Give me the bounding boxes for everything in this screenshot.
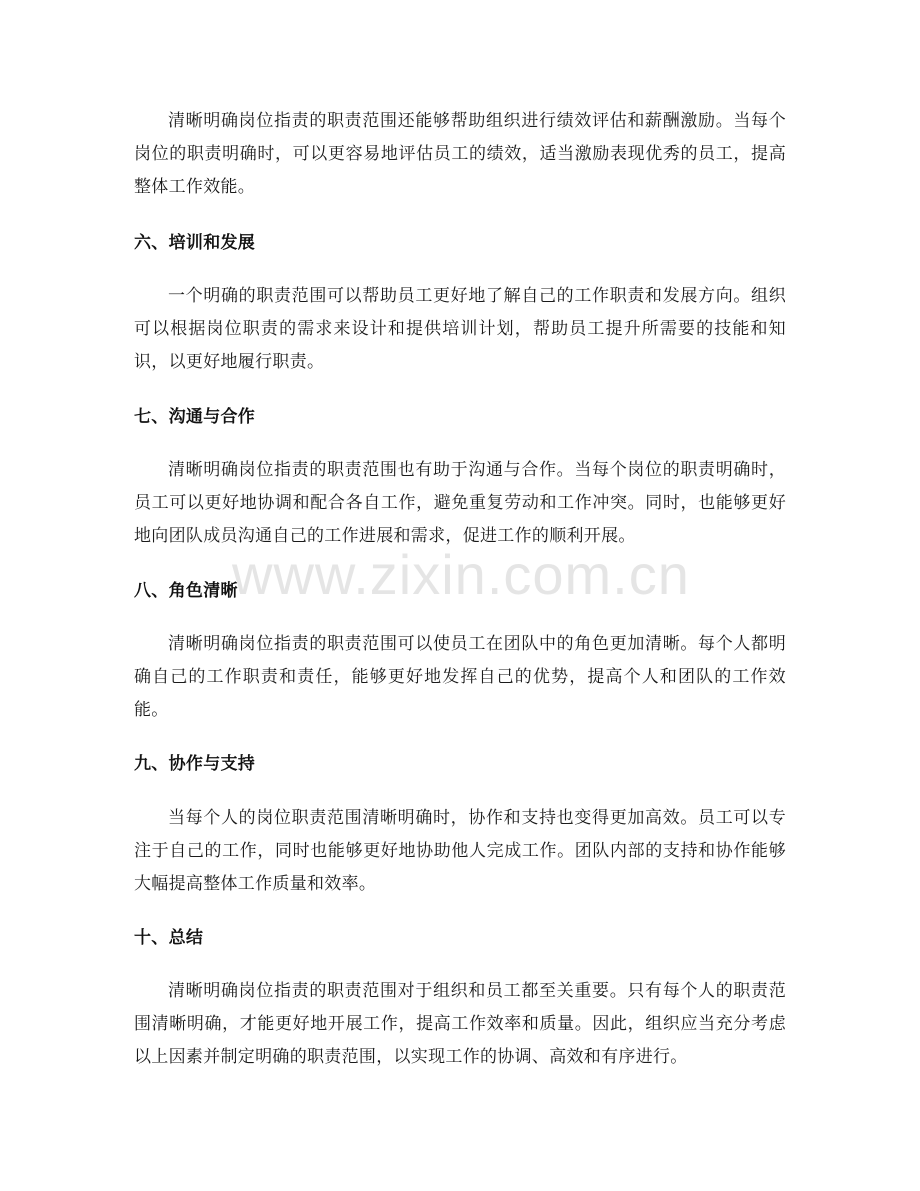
section-heading-role-clarity: 八、角色清晰: [134, 581, 238, 601]
section-body-summary: 清晰明确岗位指责的职责范围对于组织和员工都至关重要。只有每个人的职责范围清晰明确，才能更好地开展工作，提高工作效率和质量。因此，组织应当充分考虑以上因素并制定明确的职责范围，以实现工作的协调、高效和有序进行。: [134, 981, 786, 1067]
section-body-communication: 清晰明确岗位指责的职责范围也有助于沟通与合作。当每个岗位的职责明确时，员工可以更好地协调和配合各自工作，避免重复劳动和工作冲突。同时，也能够更好地向团队成员沟通自己的工作进展和需求，促进工作的顺利开展。: [134, 460, 786, 546]
watermark: www.zixin.com.cn: [232, 543, 690, 606]
section-heading-training: 六、培训和发展: [134, 233, 256, 253]
section-heading-communication: 七、沟通与合作: [134, 407, 256, 427]
section-body-training: 一个明确的职责范围可以帮助员工更好地了解自己的工作职责和发展方向。组织可以根据岗位职责的需求来设计和提供培训计划，帮助员工提升所需要的技能和知识，以更好地履行职责。: [134, 286, 786, 372]
intro-paragraph: 清晰明确岗位指责的职责范围还能够帮助组织进行绩效评估和薪酬激励。当每个岗位的职责明确时，可以更容易地评估员工的绩效，适当激励表现优秀的员工，提高整体工作效能。: [134, 111, 786, 197]
section-body-role-clarity: 清晰明确岗位指责的职责范围可以使员工在团队中的角色更加清晰。每个人都明确自己的工作职责和责任，能够更好地发挥自己的优势，提高个人和团队的工作效能。: [134, 634, 786, 720]
section-heading-summary: 十、总结: [134, 928, 204, 948]
section-body-collaboration: 当每个人的岗位职责范围清晰明确时，协作和支持也变得更加高效。员工可以专注于自己的工作，同时也能够更好地协助他人完成工作。团队内部的支持和协作能够大幅提高整体工作质量和效率。: [134, 808, 786, 894]
section-heading-collaboration: 九、协作与支持: [134, 754, 256, 774]
